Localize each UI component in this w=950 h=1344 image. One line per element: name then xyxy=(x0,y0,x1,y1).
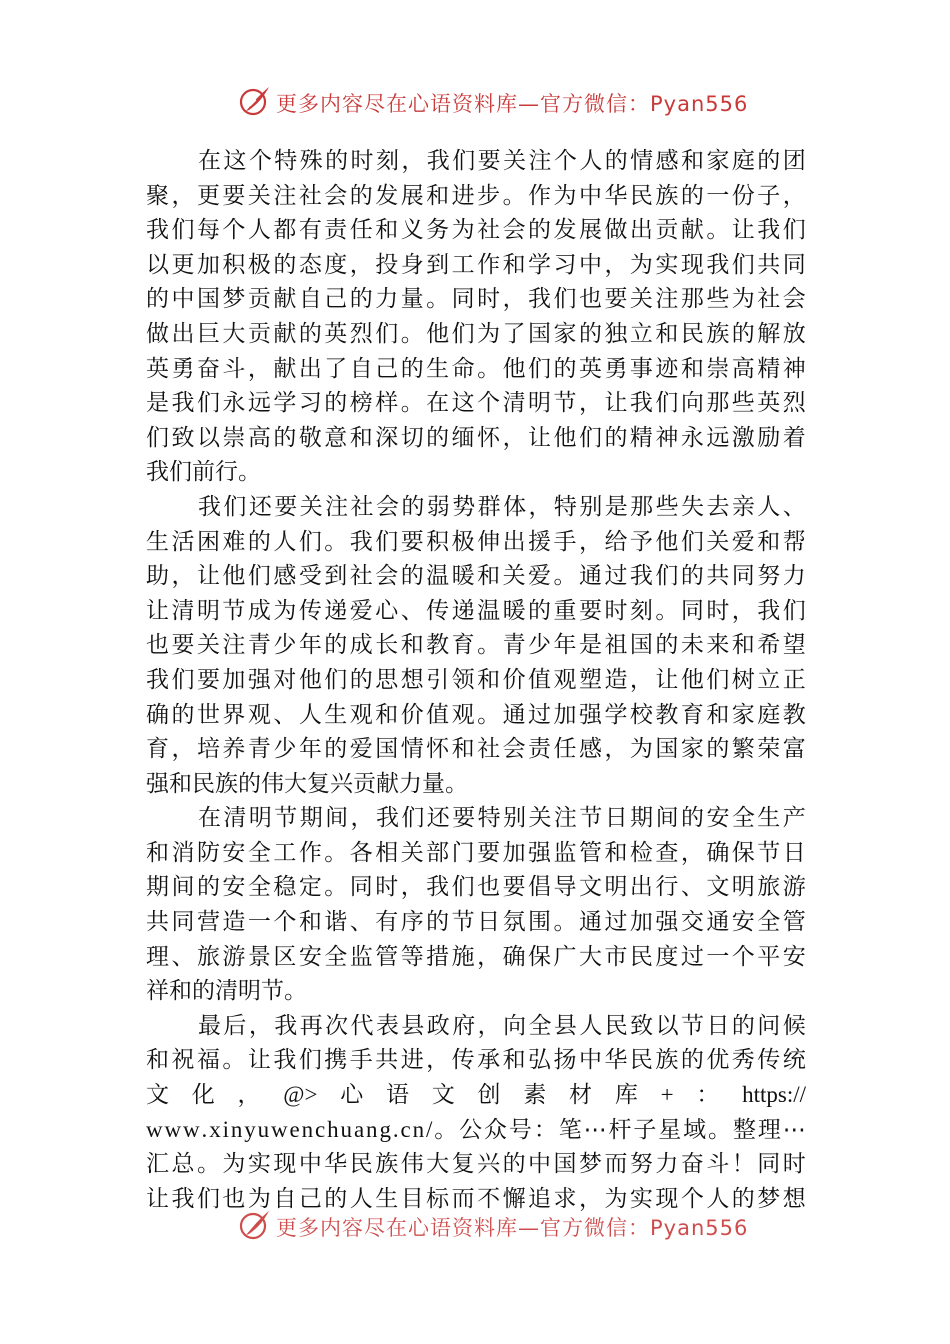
text-line: 理 、 旅 游 景 区 安 全 监 管 等 措 施 ， 确 保 广 大 市 民 度 过 一 个 平 安 xyxy=(146,943,806,970)
text-line: 聚 ， 更 要 关 注 社 会 的 发 展 和 进 步 。 作 为 中 华 民 族 的 一 份 子 ， xyxy=(146,182,806,209)
text-line: 们 致 以 崇 高 的 敬 意 和 深 切 的 缅 怀 ， 让 他 们 的 精 神 永 远 激 励 着 xyxy=(146,424,806,451)
document-body xyxy=(146,144,806,1216)
paragraph-3 xyxy=(146,801,806,1009)
paragraph-2 xyxy=(146,490,806,801)
text-line: 汇 总 。 为 实 现 中 华 民 族 伟 大 复 兴 的 中 国 梦 而 努 力 奋 斗 ！ 同 时 xyxy=(146,1151,806,1178)
text-line: 让 清 明 节 成 为 传 递 爱 心 、 传 递 温 暖 的 重 要 时 刻 。 同 时 ， 我 们 xyxy=(146,597,806,624)
quill-pen-logo-icon xyxy=(238,1208,272,1242)
text-line: 在 这 个 特 殊 的 时 刻 ， 我 们 要 关 注 个 人 的 情 感 和 家 庭 的 团 xyxy=(198,148,806,174)
text-line: 英 勇 奋 斗 ， 献 出 了 自 己 的 生 命 。 他 们 的 英 勇 事 迹 和 崇 高 精 神 xyxy=(146,355,806,382)
text-line: 共 同 营 造 一 个 和 谐 、 有 序 的 节 日 氛 围 。 通 过 加 强 交 通 安 全 管 xyxy=(146,909,806,936)
watermark-text: 更多内容尽在心语资料库—官方微信：Pyan556 xyxy=(276,92,749,116)
text-line: 我 们 还 要 关 注 社 会 的 弱 势 群 体 ， 特 别 是 那 些 失 去 亲 人 、 xyxy=(198,493,806,520)
text-line: 和 消 防 安 全 工 作 。 各 相 关 部 门 要 加 强 监 管 和 检 查 ， 确 保 节 日 xyxy=(146,839,806,866)
text-line: 做 出 巨 大 贡 献 的 英 烈 们 。 他 们 为 了 国 家 的 独 立 和 民 族 的 解 放 xyxy=(146,320,806,347)
text-line: 助 ， 让 他 们 感 受 到 社 会 的 温 暖 和 关 爱 。 通 过 我 们 的 共 同 努 力 xyxy=(146,563,806,590)
text-line: 以 更 加 积 极 的 态 度 ， 投 身 到 工 作 和 学 习 中 ， 为 实 现 我 们 共 同 xyxy=(146,251,806,278)
text-line: 也 要 关 注 青 少 年 的 成 长 和 教 育 。 青 少 年 是 祖 国 的 未 来 和 希 望 xyxy=(146,632,806,659)
paragraph-1 xyxy=(146,144,806,490)
text-line: 期 间 的 安 全 稳 定 。 同 时 ， 我 们 也 要 倡 导 文 明 出 行 、 文 明 旅 游 xyxy=(146,874,806,901)
text-line: w w w . x i n y u w e n c h u a n g . c n / 。 公 众 号 ： 笔 ⋯ 杆 子 星 域 。 整 理 ⋯ xyxy=(146,1116,806,1142)
text-line: 最 后 ， 我 再 次 代 表 县 政 府 ， 向 全 县 人 民 致 以 节 日 的 问 候 xyxy=(198,1012,806,1039)
text-line-spaced: 文 化 ， @> 心 语 文 创 素 材 库 + ： https:// xyxy=(146,1082,806,1108)
text-line: 我 们 每 个 人 都 有 责 任 和 义 务 为 社 会 的 发 展 做 出 贡 献 。 让 我 们 xyxy=(146,217,806,244)
text-line: 和 祝 福 。 让 我 们 携 手 共 进 ， 传 承 和 弘 扬 中 华 民 族 的 优 秀 传 统 xyxy=(146,1047,806,1074)
text-line: 育 ， 培 养 青 少 年 的 爱 国 情 怀 和 社 会 责 任 感 ， 为 国 家 的 繁 荣 富 xyxy=(146,736,806,763)
footer-watermark xyxy=(0,1206,950,1246)
text-line: 在 清 明 节 期 间 ， 我 们 还 要 特 别 关 注 节 日 期 间 的 安 全 生 产 xyxy=(198,805,806,832)
paragraph-4 xyxy=(146,1009,806,1217)
text-line: 是 我 们 永 远 学 习 的 榜 样 。 在 这 个 清 明 节 ， 让 我 们 向 那 些 英 烈 xyxy=(146,390,806,417)
text-line: 强和民族的伟大复兴贡献力量。 xyxy=(146,770,468,797)
header-watermark xyxy=(0,82,950,122)
text-line: 生 活 困 难 的 人 们 。 我 们 要 积 极 伸 出 援 手 ， 给 予 他 们 关 爱 和 帮 xyxy=(146,528,806,555)
text-line: 祥和的清明节。 xyxy=(146,978,307,1005)
text-line: 的 中 国 梦 贡 献 自 己 的 力 量 。 同 时 ， 我 们 也 要 关 注 那 些 为 社 会 xyxy=(146,286,806,313)
text-line: 确 的 世 界 观 、 人 生 观 和 价 值 观 。 通 过 加 强 学 校 教 育 和 家 庭 教 xyxy=(146,701,806,728)
text-line: 我 们 要 加 强 对 他 们 的 思 想 引 领 和 价 值 观 塑 造 ， 让 他 们 树 立 正 xyxy=(146,666,806,693)
text-line: 让 我 们 也 为 自 己 的 人 生 目 标 而 不 懈 追 求 ， 为 实 现 个 人 的 梦 想 xyxy=(146,1185,806,1212)
watermark-text: 更多内容尽在心语资料库—官方微信：Pyan556 xyxy=(276,1216,749,1240)
text-line: 我们前行。 xyxy=(146,459,261,486)
quill-pen-logo-icon xyxy=(238,84,272,118)
